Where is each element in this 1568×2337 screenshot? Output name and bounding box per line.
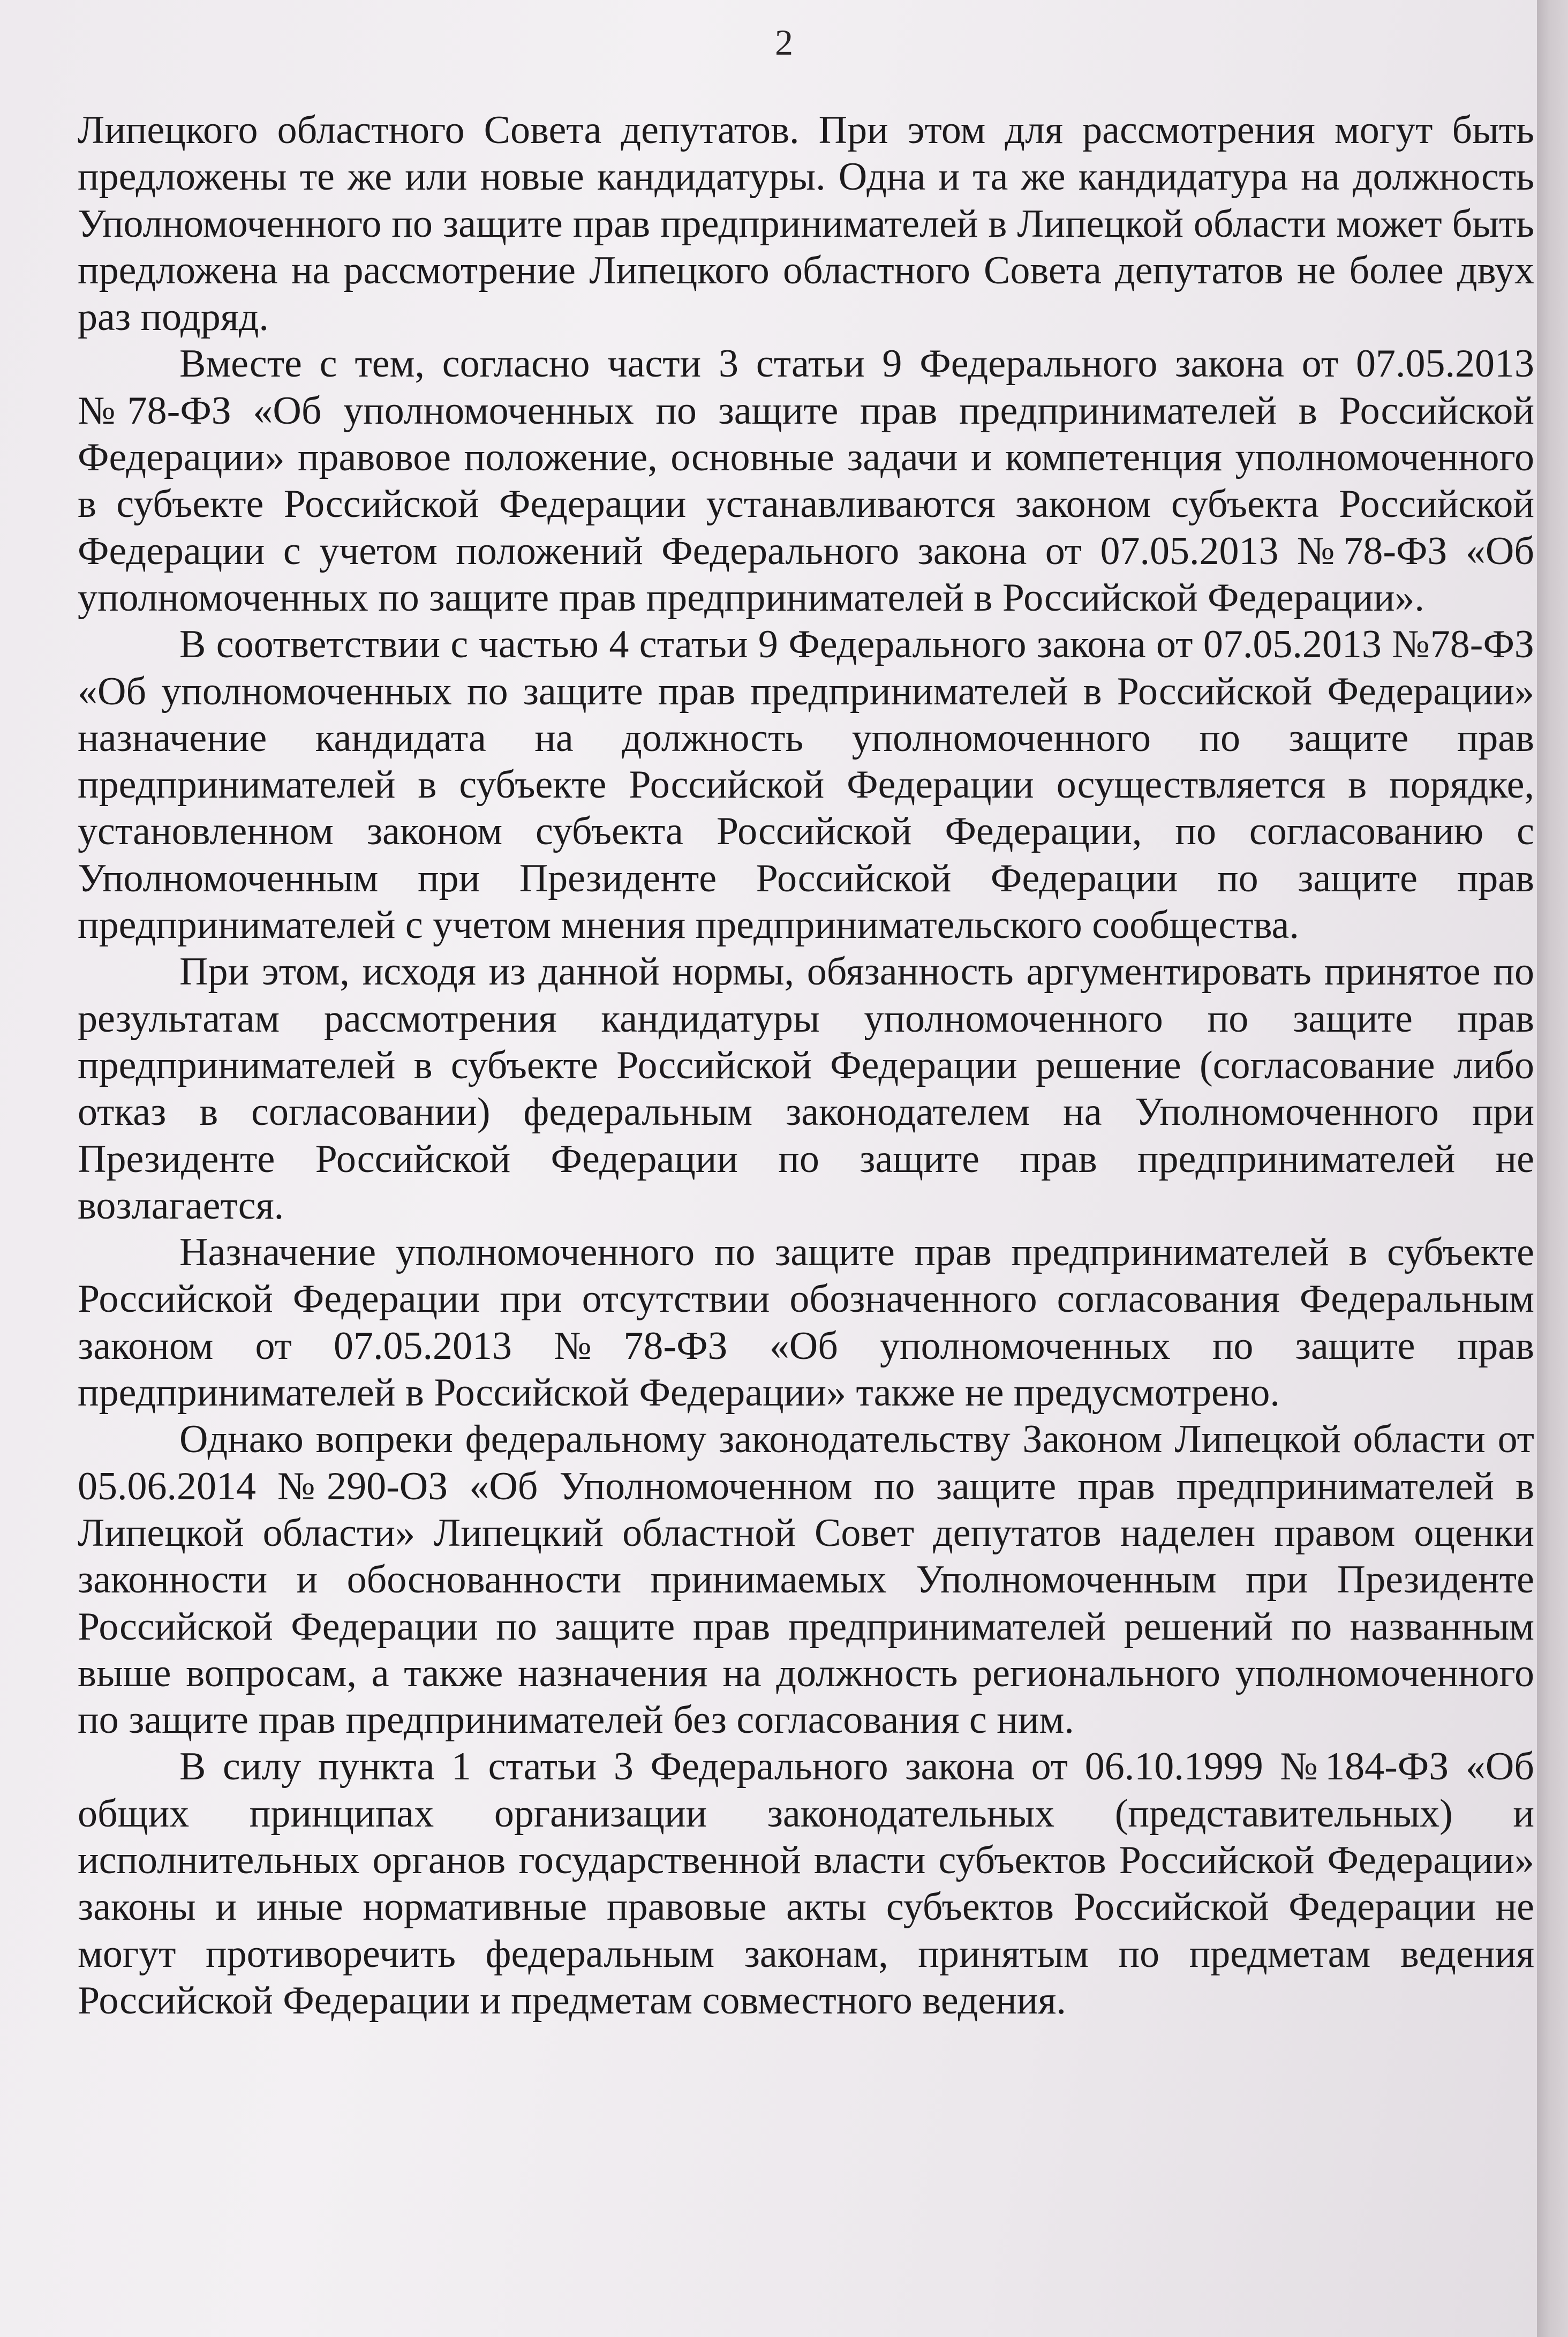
page-number: 2	[775, 22, 793, 63]
paragraph-6: Однако вопреки федеральному законодательству Законом Липецкой области от 05.06.2014 №290-ОЗ «Об Уполномоченном по защите прав предпринимателей в Липецкой области» Липецкий областной Совет депутатов наделен правом оценки законности и обоснованности принимаемых Уполномоченным при Президенте Российской Федерации по защите прав предпринимателей решений по названным выше вопросам, а также назначения на должность регионального уполномоченного по защите прав предпринимателей без согласования с ним.	[78, 1417, 1534, 1742]
paragraph-7: В силу пункта 1 статьи 3 Федерального закона от 06.10.1999 №184-ФЗ «Об общих принципах организации законодательных (представительных) и исполнительных органов государственной власти субъектов Российской Федерации» законы и иные нормативные правовые акты субъектов Российской Федерации не могут противоречить федеральным законам, принятым по предметам ведения Российской Федерации и предметам совместного ведения.	[78, 1745, 1534, 2023]
page-edge-shadow	[1537, 0, 1568, 2337]
paragraph-3: В соответствии с частью 4 статьи 9 Федерального закона от 07.05.2013 №78-ФЗ «Об уполномоченных по защите прав предпринимателей в Российской Федерации» назначение кандидата на должность уполномоченного по защите прав предпринимателей в субъекте Российской Федерации осуществляется в порядке, установленном законом субъекта Российской Федерации, по согласованию с Уполномоченным при Президенте Российской Федерации по защите прав предпринимателей с учетом мнения предпринимательского сообщества.	[78, 622, 1534, 948]
paragraph-5: Назначение уполномоченного по защите прав предпринимателей в субъекте Российской Федерации при отсутствии обозначенного согласования Федеральным законом от 07.05.2013 №78-ФЗ «Об уполномоченных по защите прав предпринимателей в Российской Федерации» также не предусмотрено.	[78, 1230, 1534, 1415]
paragraph-2: Вместе с тем, согласно части 3 статьи 9 Федерального закона от 07.05.2013 №78-ФЗ «Об уполномоченных по защите прав предпринимателей в Российской Федерации» правовое положение, основные задачи и компетенция уполномоченного в субъекте Российской Федерации устанавливаются законом субъекта Российской Федерации с учетом положений Федерального закона от 07.05.2013 №78-ФЗ «Об уполномоченных по защите прав предпринимателей в Российской Федерации».	[78, 342, 1534, 620]
paragraph-1: Липецкого областного Совета депутатов. При этом для рассмотрения могут быть предложены те же или новые кандидатуры. Одна и та же кандидатура на должность Уполномоченного по защите прав предпринимателей в Липецкой области может быть предложена на рассмотрение Липецкого областного Совета депутатов не более двух раз подряд.	[78, 108, 1534, 340]
document-body	[78, 107, 1534, 2024]
paragraph-4: При этом, исходя из данной нормы, обязанность аргументировать принятое по результатам рассмотрения кандидатуры уполномоченного по защите прав предпринимателей в субъекте Российской Федерации решение (согласование либо отказ в согласовании) федеральным законодателем на Уполномоченного при Президенте Российской Федерации по защите прав предпринимателей не возлагается.	[78, 950, 1534, 1228]
